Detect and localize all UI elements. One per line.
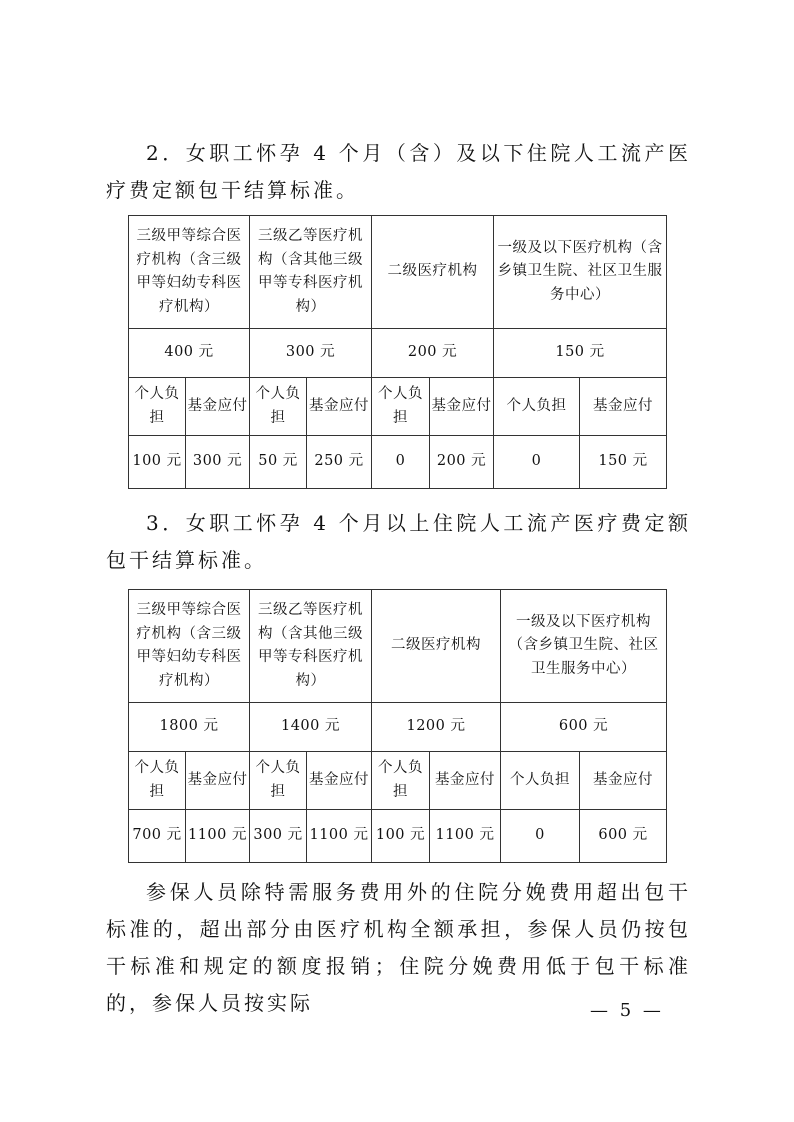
level-cell: 三级甲等综合医疗机构（含三级甲等妇幼专科医疗机构）: [129, 590, 250, 703]
value-cell: 250 元: [307, 436, 372, 489]
split-value-row: [129, 436, 667, 489]
total-cell: 1200 元: [372, 703, 501, 752]
value-cell: 300 元: [250, 810, 307, 863]
split-value-row: [129, 810, 667, 863]
split-header-cell: 基金应付: [307, 752, 372, 810]
split-header-cell: 基金应付: [186, 752, 250, 810]
closing-paragraph: 参保人员除特需服务费用外的住院分娩费用超出包干标准的，超出部分由医疗机构全额承担，参保人员仍按包干标准和规定的额度报销；住院分娩费用低于包干标准的，参保人员按实际: [106, 880, 691, 1015]
institution-level-row: [129, 216, 667, 329]
value-cell: 50 元: [250, 436, 307, 489]
institution-level-row: [129, 590, 667, 703]
level-cell: 二级医疗机构: [372, 590, 501, 703]
level-cell: 一级及以下医疗机构（含乡镇卫生院、社区卫生服务中心）: [501, 590, 667, 703]
total-cell: 400 元: [129, 329, 250, 378]
level-cell: 一级及以下医疗机构（含乡镇卫生院、社区卫生服务中心）: [494, 216, 667, 329]
split-header-cell: 个人负担: [494, 378, 580, 436]
split-header-cell: 个人负担: [250, 378, 307, 436]
value-cell: 0: [494, 436, 580, 489]
value-cell: 100 元: [129, 436, 186, 489]
split-header-row: [129, 378, 667, 436]
split-header-cell: 个人负担: [372, 378, 430, 436]
total-cell: 1800 元: [129, 703, 250, 752]
value-cell: 0: [501, 810, 580, 863]
total-fee-row: [129, 703, 667, 752]
split-header-cell: 基金应付: [430, 378, 494, 436]
total-cell: 150 元: [494, 329, 667, 378]
split-header-cell: 个人负担: [372, 752, 430, 810]
value-cell: 300 元: [186, 436, 250, 489]
total-fee-row: [129, 329, 667, 378]
split-header-cell: 基金应付: [186, 378, 250, 436]
value-cell: 200 元: [430, 436, 494, 489]
value-cell: 600 元: [580, 810, 667, 863]
total-cell: 600 元: [501, 703, 667, 752]
split-header-cell: 基金应付: [580, 752, 667, 810]
value-cell: 700 元: [129, 810, 186, 863]
section-2-heading: 2．女职工怀孕 4 个月（含）及以下住院人工流产医疗费定额包干结算标准。: [106, 141, 691, 202]
total-cell: 200 元: [372, 329, 494, 378]
split-header-cell: 个人负担: [501, 752, 580, 810]
split-header-row: [129, 752, 667, 810]
page-number: — 5 —: [590, 1000, 664, 1021]
value-cell: 150 元: [580, 436, 667, 489]
split-header-cell: 基金应付: [580, 378, 667, 436]
value-cell: 1100 元: [307, 810, 372, 863]
split-header-cell: 个人负担: [250, 752, 307, 810]
section-3-heading: 3．女职工怀孕 4 个月以上住院人工流产医疗费定额包干结算标准。: [106, 511, 691, 572]
value-cell: 0: [372, 436, 430, 489]
level-cell: 二级医疗机构: [372, 216, 494, 329]
fee-table-over-4-months: [128, 589, 667, 863]
level-cell: 三级甲等综合医疗机构（含三级甲等妇幼专科医疗机构）: [129, 216, 250, 329]
fee-table-4-months-or-less: [128, 215, 667, 489]
split-header-cell: 个人负担: [129, 752, 186, 810]
value-cell: 1100 元: [430, 810, 501, 863]
split-header-cell: 基金应付: [430, 752, 501, 810]
total-cell: 300 元: [250, 329, 372, 378]
total-cell: 1400 元: [250, 703, 372, 752]
level-cell: 三级乙等医疗机构（含其他三级甲等专科医疗机构）: [250, 216, 372, 329]
level-cell: 三级乙等医疗机构（含其他三级甲等专科医疗机构）: [250, 590, 372, 703]
value-cell: 100 元: [372, 810, 430, 863]
split-header-cell: 基金应付: [307, 378, 372, 436]
value-cell: 1100 元: [186, 810, 250, 863]
split-header-cell: 个人负担: [129, 378, 186, 436]
